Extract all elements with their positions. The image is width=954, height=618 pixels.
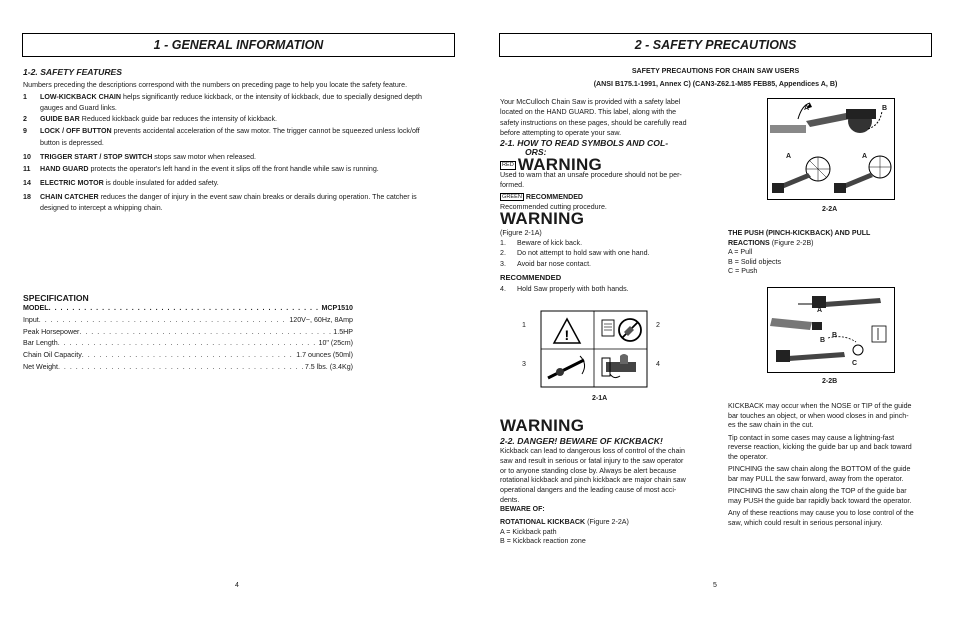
spec-row: Peak Horsepower . . . 1.5HP [23,327,353,339]
page-number-left: 4 [235,582,239,589]
list-item: 2. Do not attempt to hold saw with one hand. [500,249,650,258]
figure-caption: 2-2A [822,206,838,213]
feature-item: 2 GUIDE BAR Reduced kickback guide bar reduces the intensity of kickback. [23,115,277,123]
feature-item: 1 LOW-KICKBACK CHAIN helps significantly reduce kickback, or the intensity of kickback, due to specially designed depth [23,93,422,101]
feature-item-cont: gauges and Guard links. [40,104,117,112]
label-a: A [786,153,792,160]
push-pull-section: THE PUSH (PINCH-KICKBACK) AND PULL REACTIONS (Figure 2-2B) A = Pull B = Solid objects C = Push [728,229,871,275]
features-list [23,92,463,222]
ansi-reference: (ANSI B175.1-1991, Annex C) (CAN3-Z62.1-M85 FEB85, Appendices A, B) [593,80,838,88]
green-tag: GREEN [502,193,522,200]
label-a: A [804,105,810,112]
figure-2-1a [500,305,710,405]
spec-row: Chain Oil Capacity . . . 1.7 ounces (50ml) [23,350,353,362]
figure-2-2a [767,98,895,200]
feature-item: 11 HAND GUARD protects the operator's left hand in the event it slips off the front handle while saw is running. [23,165,379,173]
figure-2-2b [767,287,895,373]
list-item: 3. Avoid bar nose contact. [500,259,592,268]
page-number-right: 5 [713,582,717,589]
spec-row: Input . . . 120V~, 60Hz, 8Amp [23,315,353,327]
svg-text:!: ! [564,327,570,343]
figure-number: 2 [656,321,660,329]
figure-number: 4 [656,360,660,368]
recommended-list [500,284,629,294]
kickback-explanation: KICKBACK may occur when the NOSE or TIP of the guide bar touches an object, or when wood closes in and pinch- es the saw chain in the cut. Tip contact in some cases may cause a lightning-fast reverse reaction, kicking the guide bar up and back toward the operator. PINCHING the saw chain along the BOTTOM of the guide bar may PULL the saw forward, away from the operator. PINCHING the saw chain along the TOP of the guide bar may PUSH the guide bar rapidly back toward the operator. Any of these reactions may cause you to lose control of the saw, which could result in serious personal injury. [728,402,914,527]
figure-number: 3 [522,360,526,368]
left-section-header: 1 - GENERAL INFORMATION [22,33,455,57]
warning-heading-kickback: WARNING [500,416,585,435]
label-b: B [882,105,888,112]
figure-caption: 2-1A [592,395,608,402]
label-b: B [820,337,826,344]
list-item: 1. Beware of kick back. [500,239,583,247]
rotational-kickback-illustration [768,99,894,199]
figure-reference: (Figure 2-1A) [500,229,542,237]
recommended-line: GREEN RECOMMENDED [502,193,584,201]
label-b: B [832,332,838,339]
right-section-header: 2 - SAFETY PRECAUTIONS [499,33,932,57]
label-a: A [862,153,868,160]
spec-row: Net Weight . . . 7.5 lbs. (3.4Kg) [23,362,353,374]
feature-item: 9 LOCK / OFF BUTTON prevents accidental acceleration of the saw motor. The trigger cannot be squeezed unless lock/off [23,127,420,135]
users-title: SAFETY PRECAUTIONS FOR CHAIN SAW USERS [631,67,800,75]
feature-item-cont: button is depressed. [40,139,104,147]
features-intro: Numbers preceding the descriptions correspond with the numbers on preceding page to help you locate the safety feature. [23,81,408,89]
warning-description: Used to warn that an unsafe procedure should not be per- formed. [500,171,682,189]
danger-title: 2-2. DANGER! BEWARE OF KICKBACK! [500,436,663,446]
safety-icons-illustration [540,310,648,388]
feature-item: 14 ELECTRIC MOTOR is double insulated for added safety. [23,179,219,187]
spec-title: SPECIFICATION [23,293,89,303]
label-c: C [852,360,858,367]
figure-caption: 2-2B [822,378,838,385]
red-tag: RED [502,162,514,169]
spec-row: Bar Length . . . 10" (25cm) [23,338,353,350]
feature-item-cont: designed to intercept a whipping chain. [40,204,163,212]
spec-model-row: MODEL . . . MCP1510 [23,303,353,315]
beware-heading: BEWARE OF: [500,506,545,513]
safety-features-title: 1-2. SAFETY FEATURES [23,67,123,77]
recommended-heading: RECOMMENDED [500,273,562,282]
rotational-kickback: ROTATIONAL KICKBACK (Figure 2-2A) A = Kickback path B = Kickback reaction zone [500,518,629,545]
danger-paragraph: Kickback can lead to dangerous loss of control of the chain saw and result in serious or fatal injury to the saw operator or to anyone standing close by. Always be alert because rotational kickback and pinch kickback are major chain saw operational dangers and the leading cause of most acci- dents. [500,447,686,504]
warning-heading-red: RED WARNING [502,155,603,174]
label-a: A [817,307,823,314]
warning-list [500,238,700,269]
list-item: 4. Hold Saw properly with both hands. [500,285,629,293]
specification-table [23,293,353,374]
feature-item: 10 TRIGGER START / STOP SWITCH stops saw motor when released. [23,153,257,161]
intro-paragraph: Your McCulloch Chain Saw is provided with a safety label located on the HAND GUARD. This label, along with the safety instructions on these pages, should be carefully read before attempting to operate your saw. [500,98,687,138]
recommended-description: Recommended cutting procedure. [500,203,607,211]
warning-heading: WARNING [500,209,585,228]
push-pull-illustration [768,288,894,372]
figure-number: 1 [522,321,526,329]
symbols-title: 2-1. HOW TO READ SYMBOLS AND COL- ORS: [500,138,669,157]
feature-item: 18 CHAIN CATCHER reduces the danger of injury in the event saw chain breaks or derails during operation. The catcher is [23,193,417,201]
